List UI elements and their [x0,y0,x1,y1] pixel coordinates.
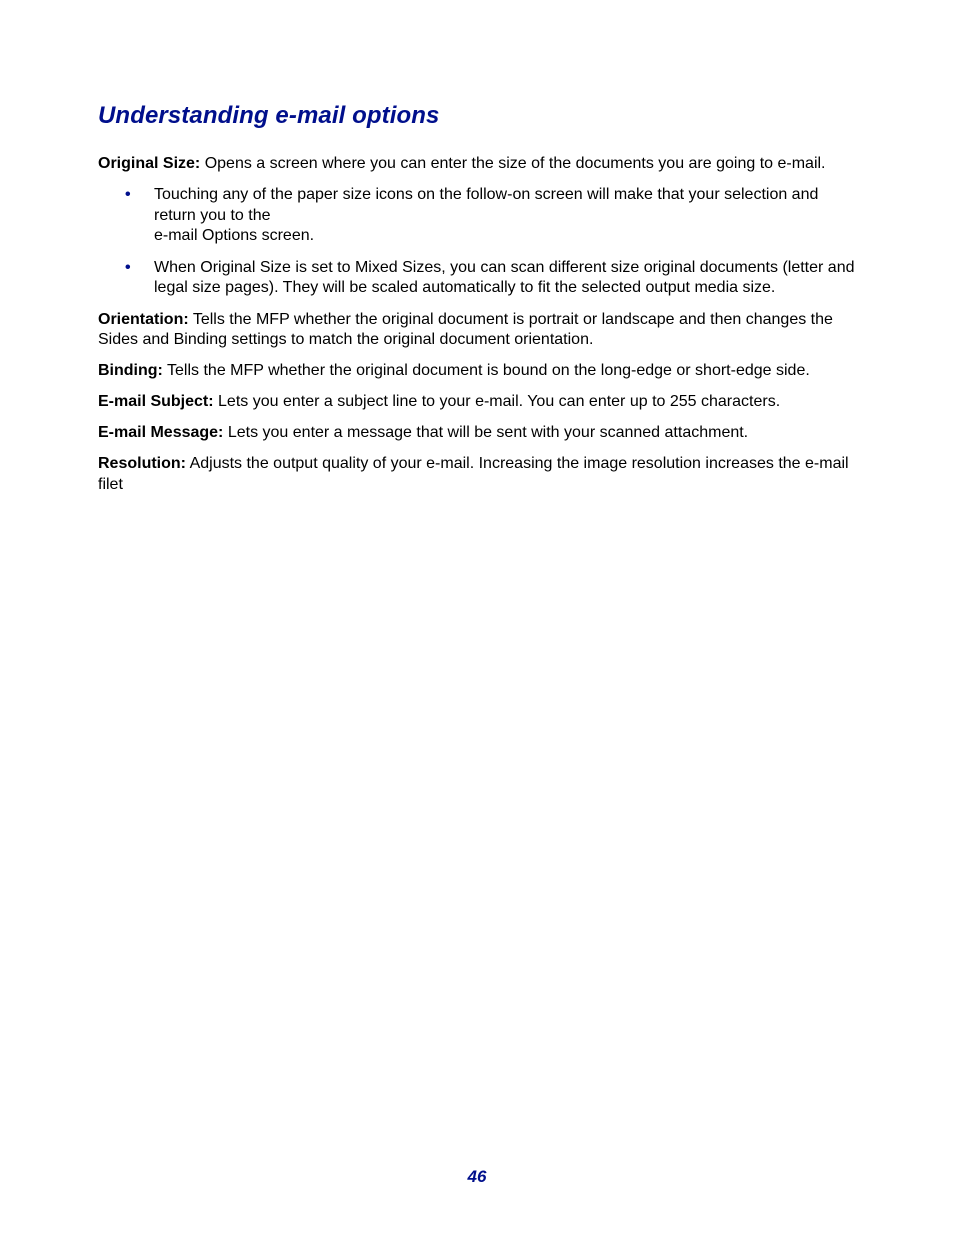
email-message-paragraph [98,423,858,444]
original-size-term: Original Size: [98,155,201,172]
list-item [125,258,858,299]
resolution-term: Resolution: [98,455,186,472]
binding-paragraph [98,361,858,382]
bullet-icon: • [125,186,131,203]
page-title: Understanding e-mail options [98,102,440,129]
original-size-bullet-list [98,185,858,299]
orientation-text: Tells the MFP whether the original document is portrait or landscape and then changes the Sides and Binding settings to match the original document orientation. [98,310,833,348]
orientation-paragraph [98,310,858,351]
binding-text: Tells the MFP whether the original document is bound on the long-edge or short-edge side. [162,362,810,379]
resolution-paragraph [98,454,858,495]
email-subject-paragraph [98,392,858,413]
bullet-text-line: Touching any of the paper size icons on the follow-on screen will make that your selection and return you to the [154,186,819,224]
document-body [98,154,858,506]
email-subject-term: E-mail Subject: [98,393,214,410]
email-message-text: Lets you enter a message that will be sent with your scanned attachment. [223,424,749,441]
email-message-term: E-mail Message: [98,424,224,441]
binding-term: Binding: [98,362,163,379]
original-size-paragraph [98,154,858,175]
original-size-text: Opens a screen where you can enter the size of the documents you are going to e-mail. [200,155,826,172]
list-item [125,185,858,247]
email-subject-text: Lets you enter a subject line to your e-mail. You can enter up to 255 characters. [213,393,781,410]
bullet-icon: • [125,258,131,276]
orientation-term: Orientation: [98,310,189,328]
page-number: 46 [467,1167,487,1186]
bullet-text-line: e-mail Options screen. [154,227,315,244]
resolution-text: Adjusts the output quality of your e-mail. Increasing the image resolution increases the e-mail filet [98,455,849,493]
bullet-text-line: When Original Size is set to Mixed Sizes, you can scan different size original documents (letter and legal size pages). They will be scaled automatically to fit the selected output media size. [154,258,855,296]
